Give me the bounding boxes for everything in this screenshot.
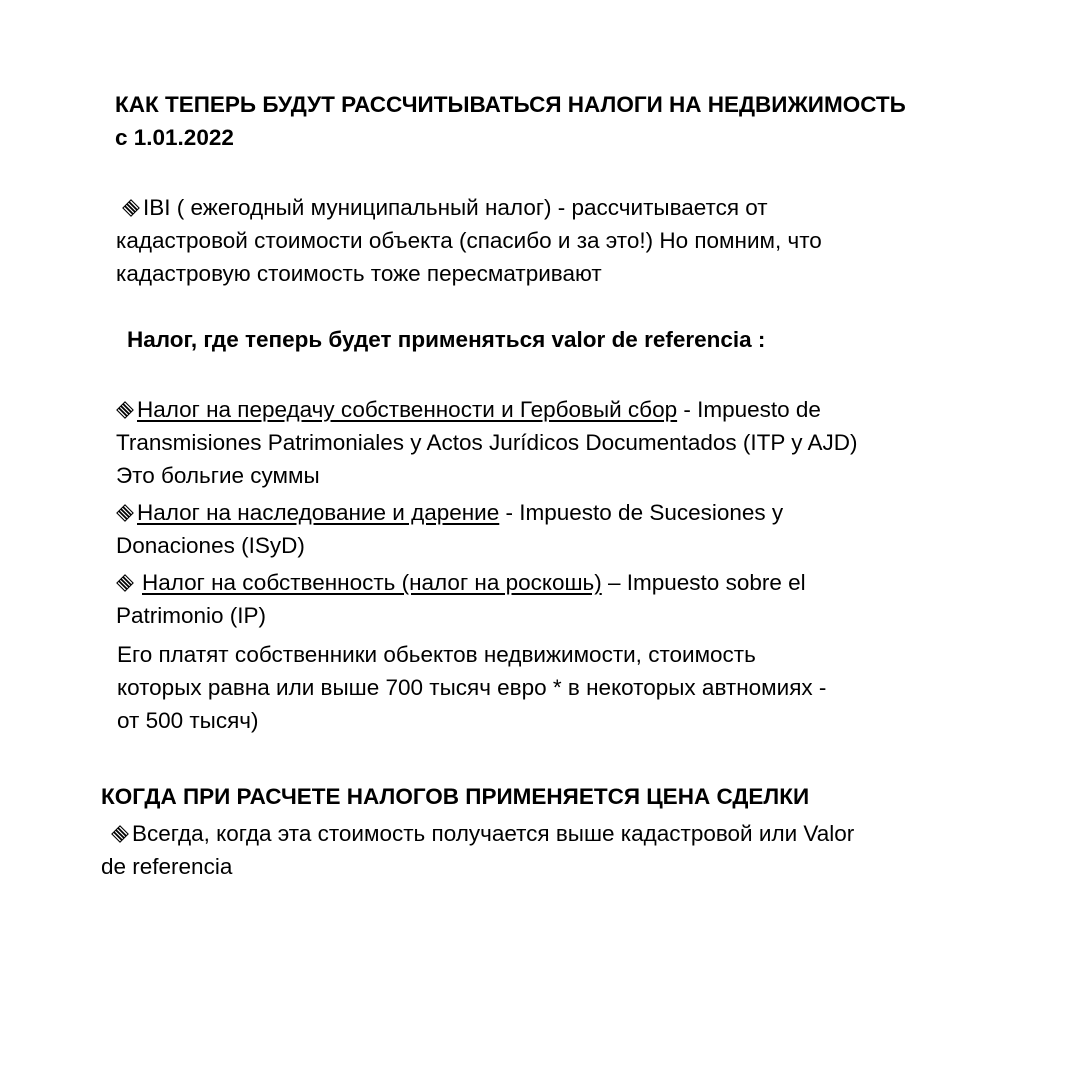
deal-line-1: Всегда, когда эта стоимость получается выше кадастровой или Valor <box>132 821 855 846</box>
ip-line-2: Patrimonio (IP) <box>116 603 267 628</box>
ibi-paragraph <box>116 191 822 290</box>
isyd-line-2: Donaciones (ISyD) <box>116 533 305 558</box>
itp-link[interactable]: Налог на передачу собственности и Гербовый сбор <box>137 397 678 422</box>
diamond-bullet-icon <box>116 574 134 592</box>
deal-price-paragraph <box>101 817 854 883</box>
ip-spanish-name: – Impuesto sobre el <box>601 570 806 595</box>
diamond-bullet-icon <box>122 199 140 217</box>
ip-note-line-3: от 500 тысяч) <box>117 708 259 733</box>
ip-note-line-2: которых равна или выше 700 тысяч евро * в некоторых автномиях - <box>117 675 827 700</box>
isyd-spanish-name: - Impuesto de Sucesiones y <box>499 500 784 525</box>
deal-price-heading: КОГДА ПРИ РАСЧЕТЕ НАЛОГОВ ПРИМЕНЯЕТСЯ ЦЕНА СДЕЛКИ <box>101 784 810 809</box>
list-item-itp <box>116 393 858 492</box>
page-title-line-1: КАК ТЕПЕРЬ БУДУТ РАССЧИТЫВАТЬСЯ НАЛОГИ НА НЕДВИЖИМОСТЬ <box>115 92 906 117</box>
itp-spanish-name: - Impuesto de <box>677 397 821 422</box>
page-title-line-2: с 1.01.2022 <box>115 125 234 150</box>
deal-line-2: de referencia <box>101 854 233 879</box>
ibi-line-3: кадастровую стоимость тоже пересматривают <box>116 261 602 286</box>
page-title <box>115 88 906 154</box>
diamond-bullet-icon <box>111 825 129 843</box>
diamond-bullet-icon <box>116 504 134 522</box>
isyd-link[interactable]: Налог на наследование и дарение <box>137 500 500 525</box>
valor-referencia-heading: Налог, где теперь будет применяться valor de referencia : <box>127 327 766 352</box>
ip-link[interactable]: Налог на собственность (налог на роскошь) <box>142 570 602 595</box>
itp-line-3: Это больгие суммы <box>116 463 320 488</box>
list-item-ip <box>116 566 806 632</box>
diamond-bullet-icon <box>116 401 134 419</box>
itp-line-2: Transmisiones Patrimoniales y Actos Jurídicos Documentados (ITP y AJD) <box>116 430 858 455</box>
ip-note-line-1: Его платят собственники обьектов недвижимости, стоимость <box>117 642 756 667</box>
list-item-isyd <box>116 496 783 562</box>
ip-note <box>117 638 826 737</box>
ibi-line-2: кадастровой стоимости объекта (спасибо и за это!) Но помним, что <box>116 228 822 253</box>
ibi-line-1: IBI ( ежегодный муниципальный налог) - рассчитывается от <box>143 195 768 220</box>
